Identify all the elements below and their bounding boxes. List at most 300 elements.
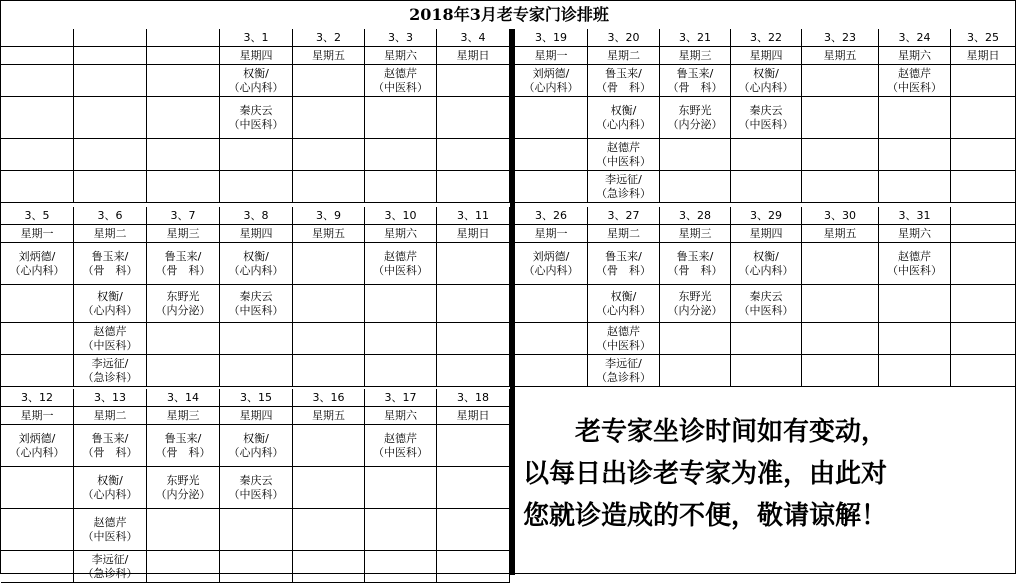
weekday-cell	[293, 47, 365, 65]
doctor-cell	[74, 139, 147, 171]
doctor-cell-line-1: 秦庆云	[749, 103, 783, 117]
doctor-cell	[74, 243, 147, 285]
doctor-cell-line-2: （急诊科）	[596, 186, 651, 200]
date-cell-line-1: 3、16	[312, 390, 345, 404]
weekday-cell	[802, 225, 879, 243]
doctor-cell	[879, 65, 951, 97]
doctor-cell-line-1: 赵德芹	[93, 515, 127, 529]
doctor-cell-line-2: （中医科）	[738, 117, 794, 131]
doctor-cell	[588, 97, 660, 139]
doctor-cell-line-2: （内分泌）	[155, 303, 211, 317]
date-cell	[220, 207, 293, 225]
doctor-cell-line-2: （骨 科）	[155, 263, 211, 277]
doctor-cell	[588, 65, 660, 97]
doctor-cell	[74, 171, 147, 203]
weekday-cell-line-1: 星期四	[749, 48, 783, 62]
weekday-cell	[1, 47, 74, 65]
doctor-cell	[147, 139, 220, 171]
doctor-cell	[74, 285, 147, 323]
doctor-cell-line-2: （心内科）	[228, 445, 284, 459]
doctor-cell	[660, 65, 731, 97]
doctor-cell-line-2: （骨 科）	[667, 263, 723, 277]
doctor-cell	[951, 139, 1016, 171]
date-cell	[951, 29, 1016, 47]
doctor-cell	[74, 323, 147, 355]
date-cell	[293, 207, 365, 225]
doctor-cell	[147, 323, 220, 355]
weekday-cell	[515, 225, 588, 243]
doctor-cell-line-2: （中医科）	[228, 303, 284, 317]
doctor-cell	[1, 551, 74, 583]
doctor-cell	[660, 323, 731, 355]
weekday-cell	[951, 225, 1016, 243]
doctor-cell	[293, 425, 365, 467]
doctor-cell	[802, 97, 879, 139]
date-cell	[515, 207, 588, 225]
doctor-cell	[951, 171, 1016, 203]
weekday-cell	[74, 225, 147, 243]
doctor-cell-line-1: 权衡/	[243, 431, 269, 445]
doctor-cell	[147, 243, 220, 285]
weekday-cell	[1, 225, 74, 243]
doctor-cell	[731, 65, 802, 97]
weekday-cell-line-1: 星期五	[312, 226, 345, 240]
doctor-cell	[365, 285, 437, 323]
doctor-cell	[879, 355, 951, 387]
doctor-cell	[74, 97, 147, 139]
doctor-cell-line-2: （中医科）	[738, 303, 794, 317]
doctor-cell	[365, 323, 437, 355]
doctor-cell	[293, 355, 365, 387]
doctor-cell	[802, 171, 879, 203]
doctor-cell	[220, 243, 293, 285]
doctor-cell	[220, 323, 293, 355]
doctor-cell	[731, 285, 802, 323]
doctor-cell	[293, 323, 365, 355]
doctor-cell	[1, 323, 74, 355]
notice-line-3: 您就诊造成的不便，敬请谅解！	[523, 501, 888, 531]
date-cell-line-1: 3、19	[535, 30, 567, 44]
doctor-cell	[147, 65, 220, 97]
date-cell	[879, 207, 951, 225]
doctor-cell-line-1: 权衡/	[97, 289, 123, 303]
weekday-cell-line-1: 星期一	[534, 48, 568, 62]
doctor-cell	[220, 425, 293, 467]
doctor-cell-line-1: 刘炳德/	[18, 431, 56, 445]
doctor-cell	[731, 355, 802, 387]
doctor-cell-line-1: 赵德芹	[898, 249, 931, 263]
doctor-cell-line-2: （骨 科）	[667, 80, 723, 94]
doctor-cell-line-2: （急诊科）	[82, 566, 138, 580]
doctor-cell	[588, 139, 660, 171]
weekday-cell-line-1: 星期六	[384, 226, 417, 240]
weekday-cell-line-1: 星期二	[607, 48, 640, 62]
date-cell	[660, 29, 731, 47]
doctor-cell	[293, 243, 365, 285]
doctor-cell	[660, 139, 731, 171]
doctor-cell-line-1: 权衡/	[243, 66, 269, 80]
doctor-cell	[437, 355, 510, 387]
doctor-cell	[951, 285, 1016, 323]
weekday-cell	[951, 47, 1016, 65]
doctor-cell	[802, 243, 879, 285]
date-cell-line-1: 3、22	[750, 30, 782, 44]
date-cell-line-1: 3、18	[457, 390, 489, 404]
doctor-cell-line-1: 赵德芹	[607, 324, 640, 338]
weekday-cell-line-1: 星期日	[456, 408, 490, 422]
weekday-cell-line-1: 星期三	[678, 48, 712, 62]
doctor-cell-line-1: 鲁玉来/	[605, 249, 642, 263]
doctor-cell	[293, 171, 365, 203]
weekday-cell	[147, 407, 220, 425]
doctor-cell	[1, 243, 74, 285]
doctor-cell	[588, 355, 660, 387]
date-cell	[147, 207, 220, 225]
doctor-cell-line-1: 权衡/	[753, 249, 779, 263]
doctor-cell-line-1: 赵德芹	[607, 140, 640, 154]
date-cell	[437, 29, 510, 47]
weekday-cell	[147, 225, 220, 243]
doctor-cell	[802, 323, 879, 355]
doctor-cell-line-1: 鲁玉来/	[164, 249, 202, 263]
doctor-cell-line-2: （内分泌）	[667, 303, 723, 317]
doctor-cell	[365, 509, 437, 551]
date-cell	[220, 29, 293, 47]
date-cell-line-1: 3、12	[21, 390, 53, 404]
date-cell	[588, 207, 660, 225]
doctor-cell	[220, 285, 293, 323]
doctor-cell-line-2: （中医科）	[82, 338, 138, 352]
doctor-cell	[1, 509, 74, 551]
doctor-cell	[1, 97, 74, 139]
doctor-cell	[879, 323, 951, 355]
weekday-cell	[437, 47, 510, 65]
doctor-cell-line-1: 秦庆云	[239, 473, 273, 487]
doctor-cell	[437, 139, 510, 171]
doctor-cell	[951, 355, 1016, 387]
date-cell-line-1: 3、14	[167, 390, 199, 404]
doctor-cell	[802, 355, 879, 387]
date-cell	[802, 29, 879, 47]
doctor-cell	[365, 425, 437, 467]
doctor-cell-line-1: 鲁玉来/	[91, 249, 129, 263]
weekday-cell-line-1: 星期日	[456, 48, 490, 62]
doctor-cell	[437, 467, 510, 509]
weekday-cell-line-1: 星期五	[312, 408, 345, 422]
doctor-cell	[879, 97, 951, 139]
doctor-cell	[74, 425, 147, 467]
doctor-cell	[220, 65, 293, 97]
doctor-cell-line-1: 东野光	[166, 473, 200, 487]
doctor-cell-line-2: （中医科）	[596, 338, 651, 352]
doctor-cell	[660, 243, 731, 285]
doctor-cell	[515, 171, 588, 203]
doctor-cell-line-2: （心内科）	[738, 80, 794, 94]
weekday-cell	[437, 225, 510, 243]
doctor-cell	[365, 139, 437, 171]
doctor-cell	[437, 171, 510, 203]
weekday-cell-line-1: 星期二	[93, 408, 127, 422]
weekday-cell	[731, 225, 802, 243]
weekday-cell-line-1: 星期三	[678, 226, 712, 240]
doctor-cell-line-2: （心内科）	[82, 303, 138, 317]
doctor-cell-line-2: （中医科）	[596, 154, 651, 168]
doctor-cell-line-2: （骨 科）	[596, 263, 651, 277]
date-cell-line-1: 3、20	[607, 30, 640, 44]
weekday-cell	[660, 225, 731, 243]
weekday-cell	[879, 47, 951, 65]
doctor-cell-line-2: （骨 科）	[155, 445, 211, 459]
date-cell-line-1: 3、1	[243, 30, 269, 44]
doctor-cell-line-1: 赵德芹	[93, 324, 127, 338]
date-cell	[437, 207, 510, 225]
date-cell-line-1: 3、11	[457, 208, 489, 222]
doctor-cell-line-1: 权衡/	[97, 473, 123, 487]
doctor-cell-line-1: 刘炳德/	[532, 249, 570, 263]
weekday-cell-line-1: 星期日	[456, 226, 490, 240]
weekday-cell	[588, 47, 660, 65]
date-cell-line-1: 3、29	[750, 208, 782, 222]
doctor-cell	[1, 285, 74, 323]
date-cell	[660, 207, 731, 225]
doctor-cell	[74, 551, 147, 583]
date-cell	[147, 29, 220, 47]
date-cell	[515, 29, 588, 47]
weekday-cell	[515, 47, 588, 65]
weekday-cell-line-1: 星期二	[93, 226, 127, 240]
weekday-cell	[147, 47, 220, 65]
date-cell	[74, 29, 147, 47]
date-cell-line-1: 3、31	[898, 208, 931, 222]
doctor-cell-line-2: （心内科）	[596, 303, 651, 317]
doctor-cell	[515, 285, 588, 323]
doctor-cell-line-1: 刘炳德/	[18, 249, 56, 263]
doctor-cell-line-2: （心内科）	[9, 263, 65, 277]
doctor-cell-line-1: 赵德芹	[384, 431, 417, 445]
doctor-cell-line-1: 李远征/	[91, 356, 129, 370]
doctor-cell	[437, 509, 510, 551]
weekday-cell	[365, 225, 437, 243]
weekday-cell	[220, 225, 293, 243]
date-cell	[74, 207, 147, 225]
date-cell	[365, 29, 437, 47]
weekday-cell-line-1: 星期一	[20, 408, 54, 422]
doctor-cell	[220, 171, 293, 203]
doctor-cell	[220, 355, 293, 387]
doctor-cell-line-2: （心内科）	[9, 445, 65, 459]
doctor-cell	[660, 171, 731, 203]
weekday-cell	[1, 407, 74, 425]
date-cell	[220, 389, 293, 407]
weekday-cell	[74, 47, 147, 65]
date-cell-line-1: 3、15	[240, 390, 272, 404]
weekday-cell-line-1: 星期三	[166, 408, 200, 422]
date-cell-line-1: 3、24	[898, 30, 931, 44]
date-cell-line-1: 3、17	[384, 390, 417, 404]
notice-text	[515, 391, 1015, 573]
doctor-cell-line-2: （内分泌）	[667, 117, 723, 131]
doctor-cell-line-2: （心内科）	[228, 263, 284, 277]
weekday-cell	[293, 225, 365, 243]
date-cell-line-1: 3、30	[824, 208, 856, 222]
date-cell	[74, 389, 147, 407]
doctor-cell	[731, 323, 802, 355]
doctor-cell	[660, 285, 731, 323]
doctor-cell-line-1: 权衡/	[753, 66, 779, 80]
doctor-cell-line-2: （中医科）	[228, 117, 284, 131]
doctor-cell-line-1: 鲁玉来/	[676, 249, 714, 263]
doctor-cell-line-2: （急诊科）	[596, 370, 651, 384]
weekday-cell-line-1: 星期四	[239, 48, 273, 62]
doctor-cell-line-1: 秦庆云	[239, 103, 273, 117]
date-cell	[951, 207, 1016, 225]
doctor-cell	[220, 509, 293, 551]
weekday-cell	[365, 407, 437, 425]
doctor-cell	[147, 285, 220, 323]
doctor-cell	[951, 97, 1016, 139]
date-cell-line-1: 3、8	[243, 208, 269, 222]
weekday-cell	[365, 47, 437, 65]
doctor-cell-line-2: （心内科）	[523, 263, 579, 277]
weekday-cell-line-1: 星期四	[749, 226, 783, 240]
doctor-cell-line-1: 赵德芹	[898, 66, 931, 80]
doctor-cell-line-2: （急诊科）	[82, 370, 138, 384]
doctor-cell	[437, 65, 510, 97]
doctor-cell-line-2: （心内科）	[523, 80, 579, 94]
doctor-cell	[1, 425, 74, 467]
doctor-cell	[879, 171, 951, 203]
doctor-cell-line-1: 鲁玉来/	[164, 431, 202, 445]
weekday-cell	[220, 47, 293, 65]
weekday-cell-line-1: 星期六	[898, 226, 931, 240]
doctor-cell	[365, 551, 437, 583]
doctor-cell-line-1: 权衡/	[610, 103, 637, 117]
doctor-cell	[293, 551, 365, 583]
doctor-cell	[731, 243, 802, 285]
doctor-cell-line-2: （中医科）	[887, 80, 942, 94]
doctor-cell	[731, 171, 802, 203]
doctor-cell-line-2: （心内科）	[82, 487, 138, 501]
doctor-cell-line-1: 刘炳德/	[532, 66, 570, 80]
doctor-cell-line-1: 鲁玉来/	[676, 66, 714, 80]
doctor-cell-line-1: 赵德芹	[384, 249, 417, 263]
doctor-cell-line-2: （中医科）	[373, 263, 428, 277]
doctor-cell	[365, 65, 437, 97]
doctor-cell	[802, 285, 879, 323]
date-cell	[731, 29, 802, 47]
doctor-cell	[365, 355, 437, 387]
doctor-cell	[365, 243, 437, 285]
doctor-cell	[437, 97, 510, 139]
doctor-cell	[293, 97, 365, 139]
date-cell	[365, 207, 437, 225]
doctor-cell	[1, 355, 74, 387]
doctor-cell	[515, 243, 588, 285]
doctor-cell	[220, 467, 293, 509]
doctor-cell-line-1: 李远征/	[91, 552, 129, 566]
doctor-cell	[879, 139, 951, 171]
date-cell	[879, 29, 951, 47]
weekday-cell-line-1: 星期一	[20, 226, 54, 240]
doctor-cell	[515, 65, 588, 97]
doctor-cell	[147, 171, 220, 203]
weekday-cell-line-1: 星期四	[239, 226, 273, 240]
date-cell	[365, 389, 437, 407]
date-cell-line-1: 3、13	[94, 390, 126, 404]
doctor-cell	[1, 171, 74, 203]
doctor-cell	[74, 509, 147, 551]
doctor-cell	[293, 509, 365, 551]
date-cell	[1, 29, 74, 47]
doctor-cell	[74, 355, 147, 387]
weekday-cell-line-1: 星期二	[607, 226, 640, 240]
date-cell	[731, 207, 802, 225]
doctor-cell-line-1: 李远征/	[605, 172, 642, 186]
weekday-cell	[220, 407, 293, 425]
doctor-cell	[951, 243, 1016, 285]
weekday-cell-line-1: 星期四	[239, 408, 273, 422]
doctor-cell	[731, 97, 802, 139]
doctor-cell	[74, 65, 147, 97]
doctor-cell-line-1: 鲁玉来/	[605, 66, 642, 80]
weekday-cell-line-1: 星期日	[966, 48, 1000, 62]
doctor-cell-line-1: 东野光	[166, 289, 200, 303]
doctor-cell	[951, 323, 1016, 355]
doctor-cell-line-2: （中医科）	[887, 263, 942, 277]
date-cell	[293, 389, 365, 407]
doctor-cell-line-1: 东野光	[678, 289, 712, 303]
date-cell-line-1: 3、25	[967, 30, 999, 44]
doctor-cell-line-2: （骨 科）	[82, 445, 138, 459]
doctor-cell	[802, 139, 879, 171]
doctor-cell	[515, 323, 588, 355]
weekday-cell-line-1: 星期三	[166, 226, 200, 240]
doctor-cell-line-1: 权衡/	[243, 249, 269, 263]
doctor-cell-line-2: （中医科）	[373, 80, 428, 94]
weekday-cell	[437, 407, 510, 425]
doctor-cell	[879, 243, 951, 285]
doctor-cell	[588, 243, 660, 285]
date-cell-line-1: 3、23	[824, 30, 856, 44]
doctor-cell	[515, 355, 588, 387]
doctor-cell	[1, 139, 74, 171]
weekday-cell	[879, 225, 951, 243]
weekday-cell	[74, 407, 147, 425]
doctor-cell	[802, 65, 879, 97]
doctor-cell-line-1: 秦庆云	[749, 289, 783, 303]
doctor-cell	[365, 467, 437, 509]
weekday-cell	[293, 407, 365, 425]
doctor-cell	[74, 467, 147, 509]
date-cell	[802, 207, 879, 225]
weekday-cell	[588, 225, 660, 243]
doctor-cell	[437, 323, 510, 355]
doctor-cell-line-1: 秦庆云	[239, 289, 273, 303]
doctor-cell-line-2: （内分泌）	[155, 487, 211, 501]
doctor-cell	[437, 285, 510, 323]
doctor-cell	[588, 285, 660, 323]
date-cell-line-1: 3、26	[535, 208, 567, 222]
weekday-cell-line-1: 星期六	[384, 408, 417, 422]
doctor-cell	[147, 355, 220, 387]
doctor-cell-line-1: 权衡/	[610, 289, 637, 303]
doctor-cell	[293, 285, 365, 323]
date-cell-line-1: 3、21	[679, 30, 711, 44]
doctor-cell	[147, 509, 220, 551]
doctor-cell-line-2: （中医科）	[228, 487, 284, 501]
date-cell-line-1: 3、9	[316, 208, 341, 222]
weekday-cell	[802, 47, 879, 65]
